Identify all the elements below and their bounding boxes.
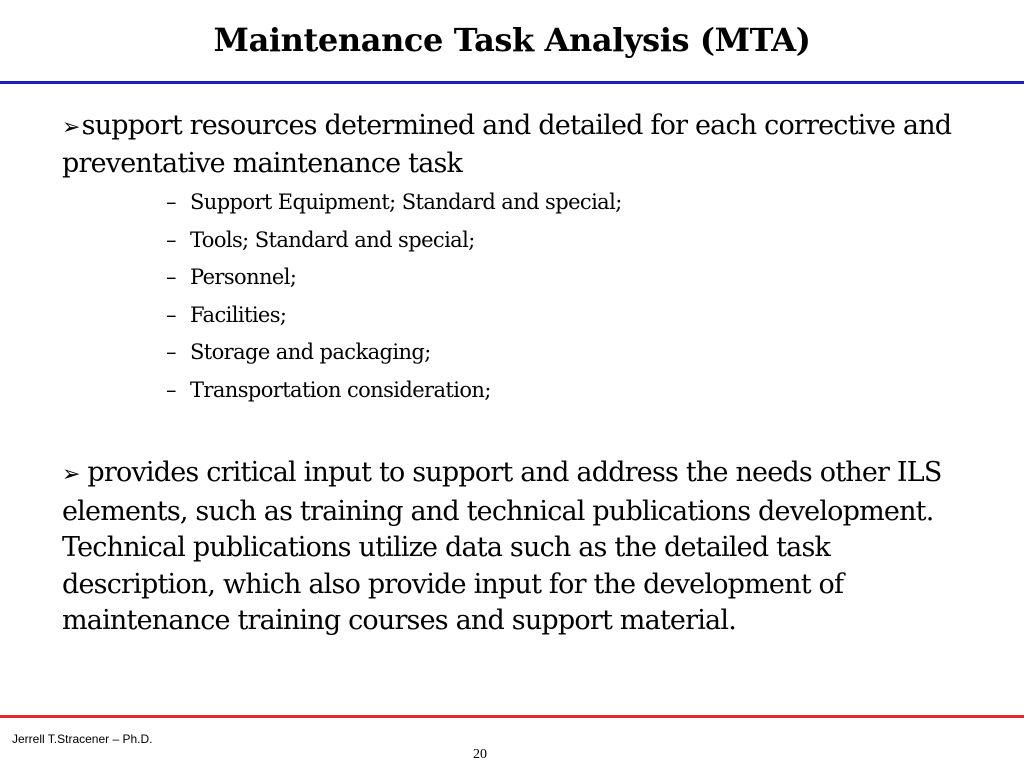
page-number: 20 [473, 747, 487, 762]
arrow-bullet-icon: ➢ [62, 115, 80, 140]
support-resources-list [62, 184, 962, 409]
list-item [166, 184, 962, 222]
footer-author: Jerrell T.Stracener – Ph.D. [12, 732, 153, 746]
slide-title: Maintenance Task Analysis (MTA) [213, 21, 811, 59]
dash-bullet-icon: – [166, 227, 176, 252]
list-item [166, 259, 962, 297]
list-item-text: Support Equipment; Standard and special; [190, 190, 622, 214]
bullet-critical-input [62, 455, 962, 640]
bullet-support-resources [62, 108, 962, 182]
bullet-support-resources-text: support resources determined and detailed for each corrective and preventative maintenance task [62, 110, 952, 179]
dash-bullet-icon: – [166, 377, 176, 402]
list-item-text: Storage and packaging; [190, 340, 431, 364]
dash-bullet-icon: – [166, 265, 176, 289]
footer-divider-line [0, 715, 1024, 718]
list-item [166, 334, 962, 372]
dash-bullet-icon: – [166, 302, 176, 327]
list-item-text: Transportation consideration; [190, 377, 491, 402]
list-item [166, 372, 962, 410]
bullet-critical-input-text: provides critical input to support and address the needs other ILS elements, such as training and technical publications development. Technical publications utilize data such as the detailed task description, which also provide input for the development of maintenance training courses and support material. [62, 457, 942, 637]
slide-content [62, 108, 962, 667]
dash-bullet-icon: – [166, 340, 176, 364]
list-item [166, 222, 962, 260]
dash-bullet-icon: – [166, 190, 176, 214]
arrow-bullet-icon: ➢ [62, 462, 80, 487]
list-item [166, 297, 962, 335]
list-item-text: Facilities; [190, 302, 287, 327]
list-item-text: Personnel; [190, 265, 297, 289]
title-divider-line [0, 81, 1024, 84]
list-item-text: Tools; Standard and special; [190, 227, 475, 252]
